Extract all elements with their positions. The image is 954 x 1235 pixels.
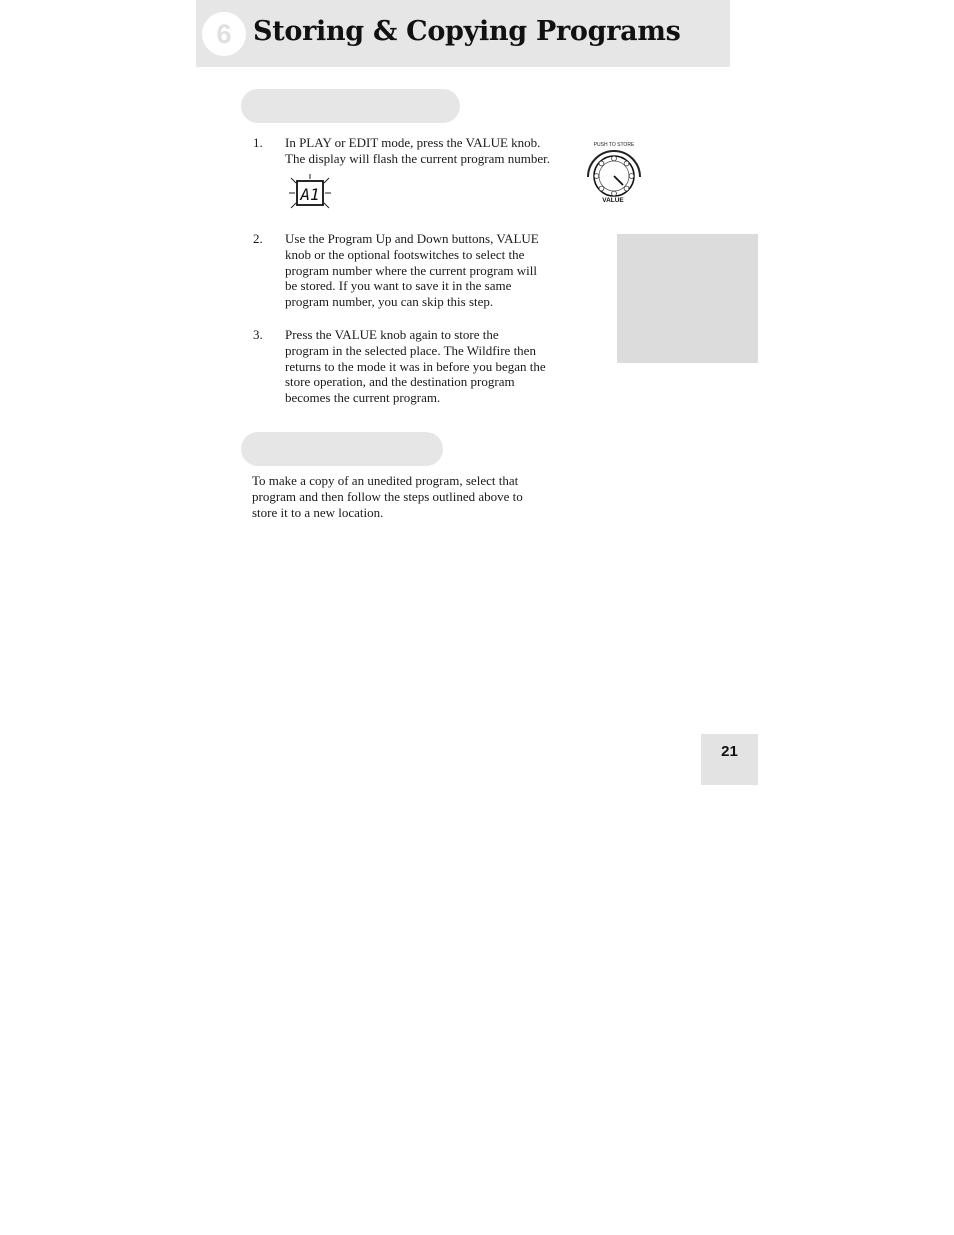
- knob-label: VALUE: [602, 197, 624, 204]
- flashing-display-icon: [287, 174, 333, 212]
- step-line: becomes the current program.: [285, 390, 441, 406]
- step-line: returns to the mode it was in before you began the: [285, 358, 546, 374]
- step-number: 1.: [253, 135, 263, 150]
- section-heading-copying: [241, 432, 443, 466]
- section-heading-storing: [241, 89, 460, 123]
- step-line: Press the VALUE knob again to store the: [285, 327, 499, 342]
- step-number: 3.: [253, 327, 263, 342]
- step-text: [285, 135, 550, 167]
- step-line: program number, you can skip this step.: [285, 294, 494, 310]
- step-text: [285, 327, 546, 406]
- step-line: In PLAY or EDIT mode, press the VALUE knob.: [285, 135, 541, 150]
- step-text: [285, 231, 539, 310]
- body-line: To make a copy of an unedited program, select that: [252, 473, 519, 488]
- step-line: The display will flash the current program number.: [285, 150, 550, 166]
- step-line: knob or the optional footswitches to select the: [285, 246, 525, 262]
- step-line: program number where the current program will: [285, 262, 537, 278]
- step-number: 2.: [253, 231, 263, 246]
- chapter-header: [196, 0, 730, 67]
- copy-instructions: [252, 473, 552, 520]
- page-title: Storing & Copying Programs: [253, 16, 681, 47]
- step-line: Use the Program Up and Down buttons, VALUE: [285, 231, 539, 246]
- step-line: program in the selected place. The Wildfire then: [285, 342, 536, 358]
- knob-top-label: PUSH TO STORE: [593, 142, 635, 148]
- step-line: store operation, and the destination program: [285, 374, 515, 390]
- page-number: 21: [701, 734, 758, 785]
- value-knob-icon: [582, 137, 646, 207]
- body-line: program and then follow the steps outlined above to: [252, 488, 523, 504]
- display-readout: A1: [300, 185, 320, 204]
- sidebar-note-box: [617, 234, 758, 363]
- step-line: be stored. If you want to save it in the same: [285, 278, 512, 294]
- chapter-number-badge: 6: [202, 12, 246, 56]
- body-line: store it to a new location.: [252, 504, 384, 520]
